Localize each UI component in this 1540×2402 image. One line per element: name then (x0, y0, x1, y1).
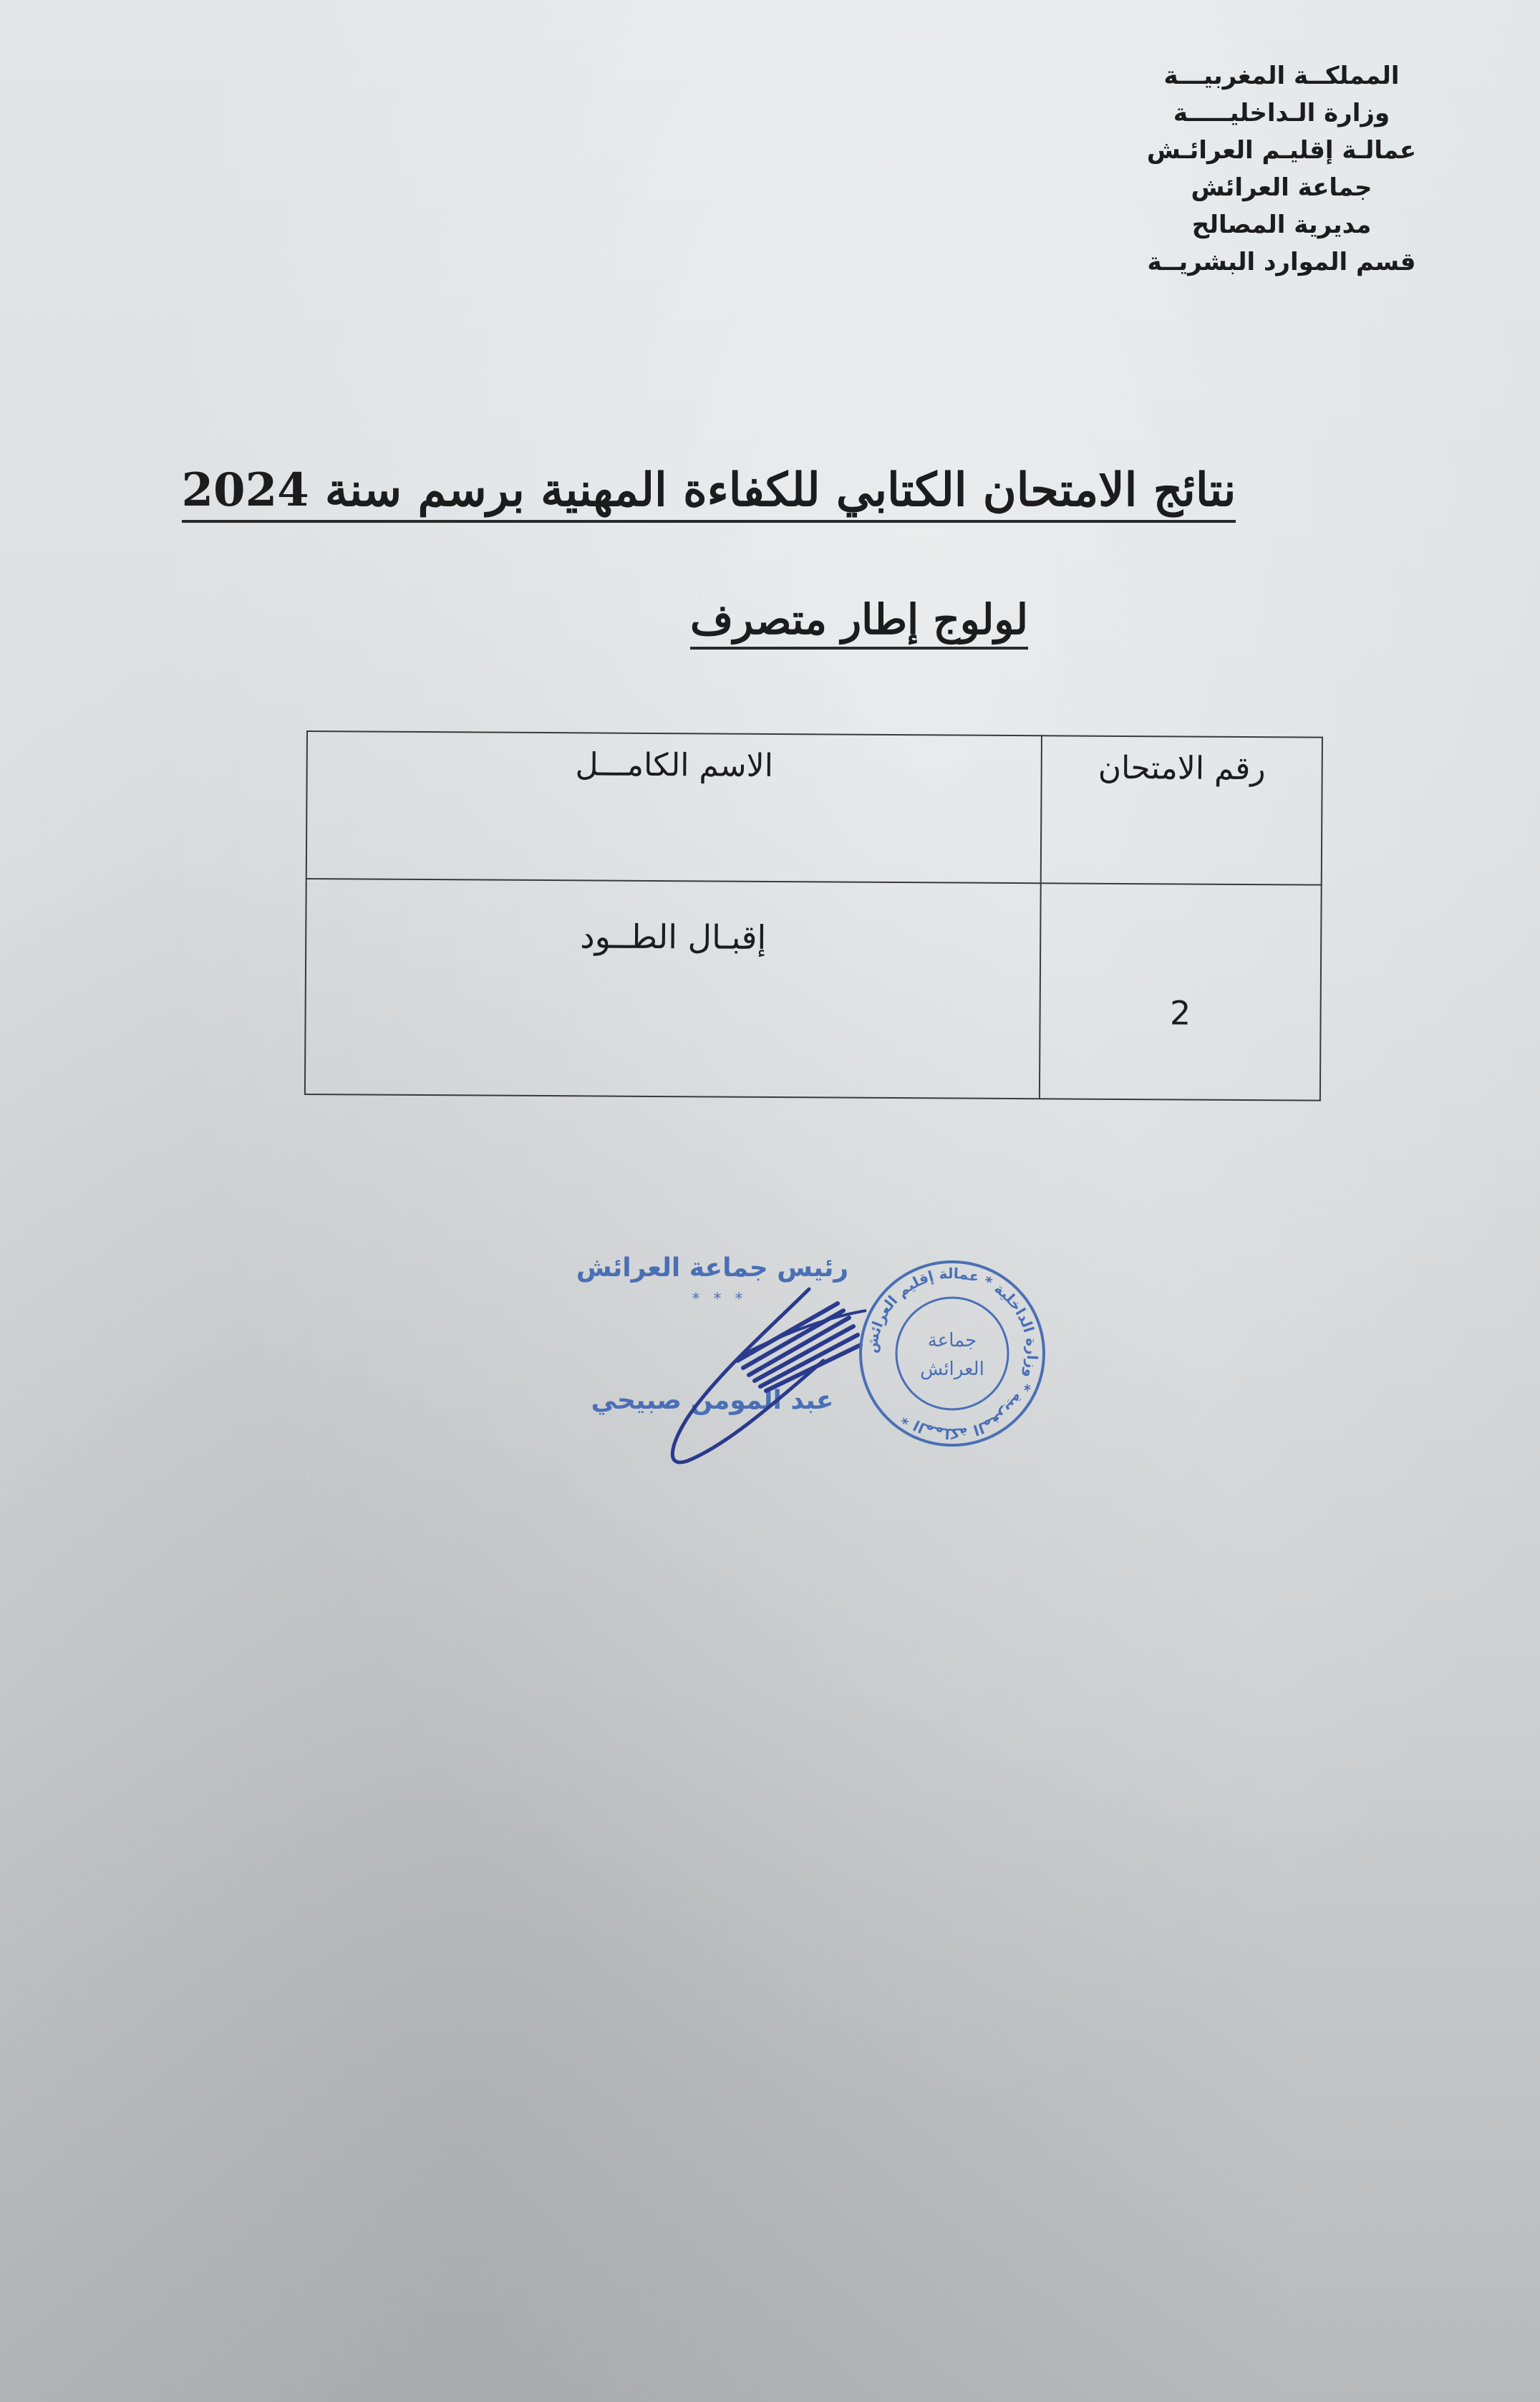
document-title-text: نتائج الامتحان الكتابي للكفاءة المهنية برسم سنة 2024 (182, 463, 1236, 523)
cell-exam-number: 2 (1040, 883, 1322, 1100)
table-row (305, 879, 1322, 1101)
signature-block (558, 1239, 1074, 1482)
results-table (304, 730, 1323, 1101)
document-subtitle-text: لولوج إطار متصرف (690, 595, 1028, 650)
document-title (172, 458, 1246, 523)
signature-name: عبد المومن صبيحي (591, 1386, 834, 1415)
seal-center-line2: العرائش (920, 1359, 984, 1380)
header-exam-number: رقم الامتحان (1041, 735, 1322, 884)
letterhead (1117, 57, 1446, 281)
svg-text:المملكة المغربية * وزارة الداخ (863, 1265, 1041, 1442)
letterhead-line-directorate: مديرية المصالح (1191, 211, 1372, 239)
letterhead-line-kingdom: المملكــة المغربيـــة (1163, 62, 1400, 90)
letterhead-line-prefecture: عمالـة إقليـم العرائـش (1146, 136, 1417, 165)
signature-title: رئيس جماعة العرائش (576, 1253, 849, 1283)
letterhead-line-ministry: وزارة الـداخليـــــة (1173, 99, 1390, 127)
cell-full-name: إقبـال الطــود (305, 879, 1041, 1099)
signature-stars: * * * (692, 1291, 747, 1308)
seal-center-line1: جماعة (927, 1330, 977, 1351)
seal-ring-text: المملكة المغربية * وزارة الداخلية * عمالة إقليم العرائش * (863, 1264, 1042, 1443)
table-header-row (306, 731, 1322, 885)
letterhead-line-commune: جماعة العرائش (1191, 173, 1372, 202)
header-full-name: الاسم الكامـــل (306, 731, 1042, 883)
letterhead-line-department: قسم الموارد البشريــة (1147, 248, 1416, 276)
official-seal (856, 1257, 1049, 1450)
document-subtitle (630, 587, 1088, 652)
